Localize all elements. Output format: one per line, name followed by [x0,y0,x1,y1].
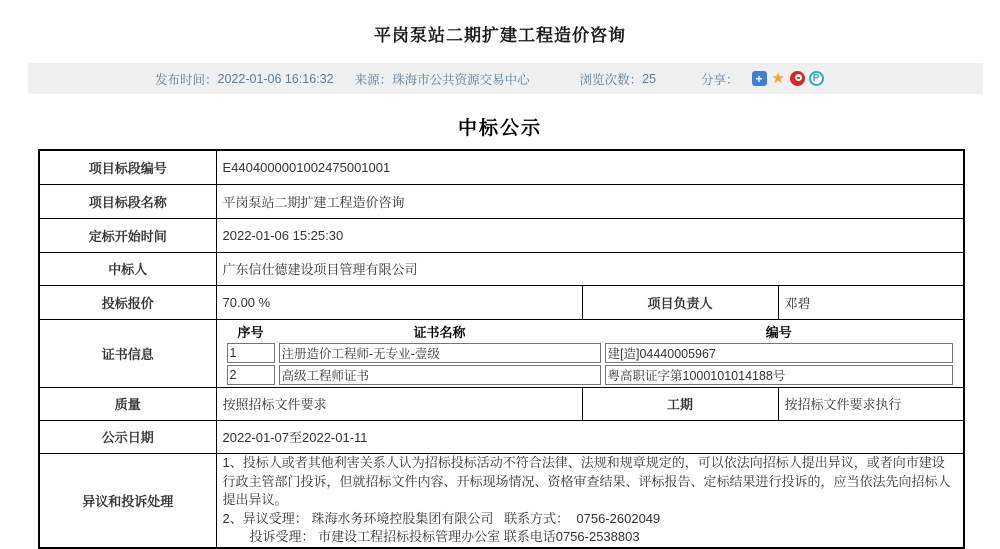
table-row-winner [39,252,964,285]
winner-value: 广东信仕德建设项目管理有限公司 [216,252,964,285]
announcement-table [38,149,965,549]
views-value: 25 [642,71,657,86]
table-row-objection [39,453,964,548]
bid-price-label: 投标报价 [39,285,216,319]
project-manager-value: 邓碧 [778,285,964,319]
cert-number-header: 编号 [765,324,792,340]
objection-content [216,453,964,548]
table-row-section-name [39,184,964,218]
cert-row2-number: 粤高职证字第1000101014188号 [605,365,954,385]
section-name-label: 项目标段名称 [39,184,216,218]
source-label: 来源： [354,72,393,87]
section-code-value: E4404000001002475001001 [216,150,964,184]
pengyou-share-icon[interactable]: P [809,71,824,86]
cert-row1-name: 注册造价工程师-无专业-壹级 [279,343,601,363]
cert-name-header: 证书名称 [413,324,466,340]
duration-value: 按招标文件要求执行 [778,387,964,420]
publish-time-label: 发布时间： [155,72,218,87]
duration-label: 工期 [582,387,778,420]
award-start-time-value: 2022-01-06 15:25:30 [216,218,964,252]
page-title: 平岗泵站二期扩建工程造价咨询 [374,26,626,45]
favorite-star-icon[interactable]: ★ [771,70,785,87]
table-row-bid-price [39,285,964,319]
certificate-row [227,343,954,363]
cert-no-header: 序号 [237,324,264,340]
project-manager-label: 项目负责人 [582,285,778,319]
share-icon-group [752,71,824,86]
bid-price-value: 70.00 % [216,285,582,319]
share-label: 分享： [701,72,739,87]
publicity-date-label: 公示日期 [39,420,216,453]
weibo-pupil-shape [797,77,800,80]
cert-row2-name: 高级工程师证书 [279,365,601,385]
cert-row1-number: 建[造]04440005967 [605,343,954,363]
certificates-cell [216,319,964,387]
cert-row1-no: 1 [227,343,275,363]
certificates-table [223,320,958,387]
complaint-contact-line: 投诉受理： 市建设工程招标投标管理办公室 联系电话0756-2538803 [249,529,640,544]
quality-value: 按照招标文件要求 [216,387,582,420]
objection-contact-line: 2、异议受理： 珠海水务环境控股集团有限公司 联系方式： 0756-2602049 [222,510,661,526]
table-row-certificates [39,319,964,387]
publicity-date-value: 2022-01-07至2022-01-11 [216,420,964,453]
quality-label: 质量 [39,387,216,420]
objection-label: 异议和投诉处理 [39,453,216,548]
announcement-heading: 中标公示 [457,118,542,139]
weibo-share-icon[interactable] [790,71,805,86]
table-row-publicity-date [39,420,964,453]
certificates-header-row [227,322,954,341]
certificates-label: 证书信息 [39,319,216,387]
cert-row2-no: 2 [227,365,275,385]
source-value: 珠海市公共资源交易中心 [392,72,530,87]
meta-bar [28,63,983,94]
section-name-value: 平岗泵站二期扩建工程造价咨询 [216,184,964,218]
table-row-award-start-time [39,218,964,252]
table-row-section-code [39,150,964,184]
table-row-quality-duration [39,387,964,420]
publish-time-value: 2022-01-06 16:16:32 [217,71,334,86]
qzone-share-icon[interactable]: + [752,71,767,86]
winner-label: 中标人 [39,252,216,285]
section-code-label: 项目标段编号 [39,150,216,184]
certificate-row [227,365,954,385]
objection-paragraph: 1、投标人或者其他利害关系人认为招标投标活动不符合法律、法规和规章规定的，可以依法向招标人提出异议，或者向市建设行政主管部门投诉，但就招标文件内容、开标现场情况、资格审查结果、评标报告、定标结果进行投诉的，应当依法先向招标人提出异议。 [222,455,951,507]
views-label: 浏览次数： [579,72,643,87]
award-start-time-label: 定标开始时间 [39,218,216,252]
